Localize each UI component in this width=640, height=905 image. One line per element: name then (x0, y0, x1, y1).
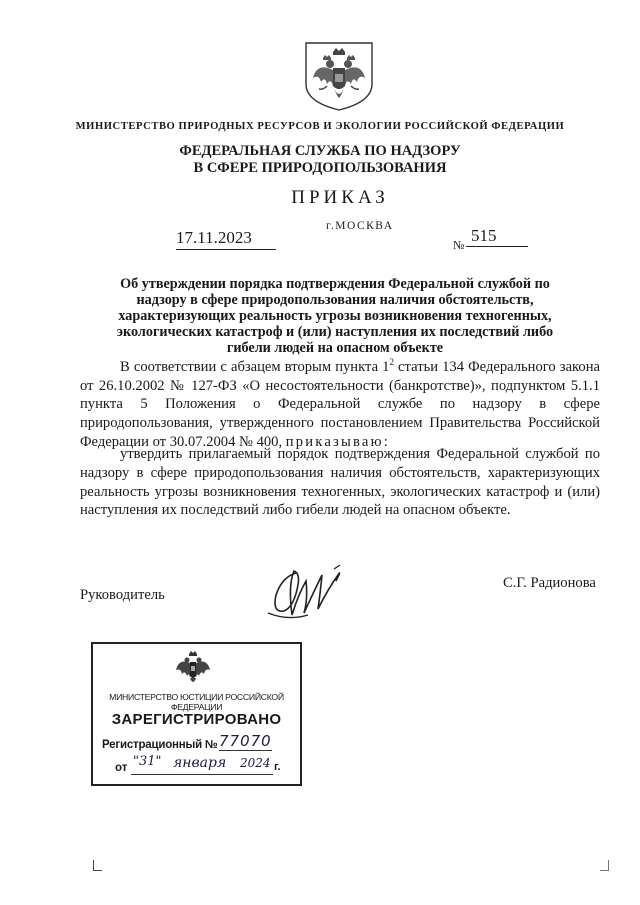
preamble-text-part1: В соответствии с абзацем вторым пункта 1 (120, 358, 390, 375)
coat-of-arms-emblem (303, 40, 375, 112)
stamp-ministry-name: МИНИСТЕРСТВО ЮСТИЦИИ РОССИЙСКОЙ ФЕДЕРАЦИИ (109, 692, 284, 712)
stamp-emblem-icon (173, 650, 213, 688)
preamble-text-part2: статьи 134 Федерального закона от 26.10.2002 № 127-ФЗ «О несостоятельности (банкротстве)», подпунктом 5.1.1 пункта 5 Положения о Федеральной службе по надзору в сфере природопользования, утвержденного постановлением Правительства Российской Федерации от 30.07.2004 № 400, (80, 358, 600, 451)
service-name-line2: В СФЕРЕ ПРИРОДОПОЛЬЗОВАНИЯ (193, 160, 447, 176)
order-date: 17.11.2023 (176, 228, 276, 250)
stamp-registration-number-label: Регистрационный № (102, 739, 218, 751)
resolution-paragraph: утвердить прилагаемый порядок подтверждения Федеральной службой по надзору в сфере природопользования наличия обстоятельств, характеризующих реальность угрозы возникновения техногенных, экологических катастроф и (или) наступления их последствий либо гибели людей на опасном объекте. (80, 446, 600, 519)
stamp-date-prefix: от (115, 762, 128, 774)
page-corner-mark-left (93, 860, 102, 871)
handwritten-signature (258, 555, 368, 635)
ministry-name: МИНИСТЕРСТВО ПРИРОДНЫХ РЕСУРСОВ И ЭКОЛОГИИ РОССИЙСКОЙ ФЕДЕРАЦИИ (75, 121, 565, 132)
stamp-date-day: "31" (133, 754, 162, 769)
registration-stamp (91, 642, 302, 786)
page-corner-mark-right (600, 860, 609, 871)
stamp-registration-number: 77070 (219, 732, 272, 750)
number-sign: № (453, 238, 465, 252)
service-name-line1: ФЕДЕРАЛЬНАЯ СЛУЖБА ПО НАДЗОРУ (179, 143, 461, 159)
stamp-date-year-suffix: г. (274, 761, 281, 773)
order-number: 515 (466, 226, 528, 247)
stamp-date-underline (131, 774, 273, 775)
preamble-paragraph (80, 353, 600, 452)
stamp-date-year: 2024 (240, 756, 271, 770)
signatory-position: Руководитель (80, 587, 165, 603)
document-type-title: ПРИКАЗ (291, 187, 389, 208)
order-subject: Об утверждении порядка подтверждения Федеральной службой по надзору в сфере природопользования наличия обстоятельств, характеризующих реальность угрозы возникновения техногенных, экологических катастроф и (или) наступления их последствий либо гибели людей на опасном объекте (116, 276, 554, 356)
stamp-registered-label: ЗАРЕГИСТРИРОВАНО (111, 711, 282, 728)
stamp-date-month: января (173, 755, 227, 771)
signatory-name: С.Г. Радионова (503, 575, 596, 591)
city: г.МОСКВА (326, 220, 394, 232)
order-verb: приказываю: (285, 434, 390, 451)
preamble-superscript: 2 (389, 357, 394, 367)
